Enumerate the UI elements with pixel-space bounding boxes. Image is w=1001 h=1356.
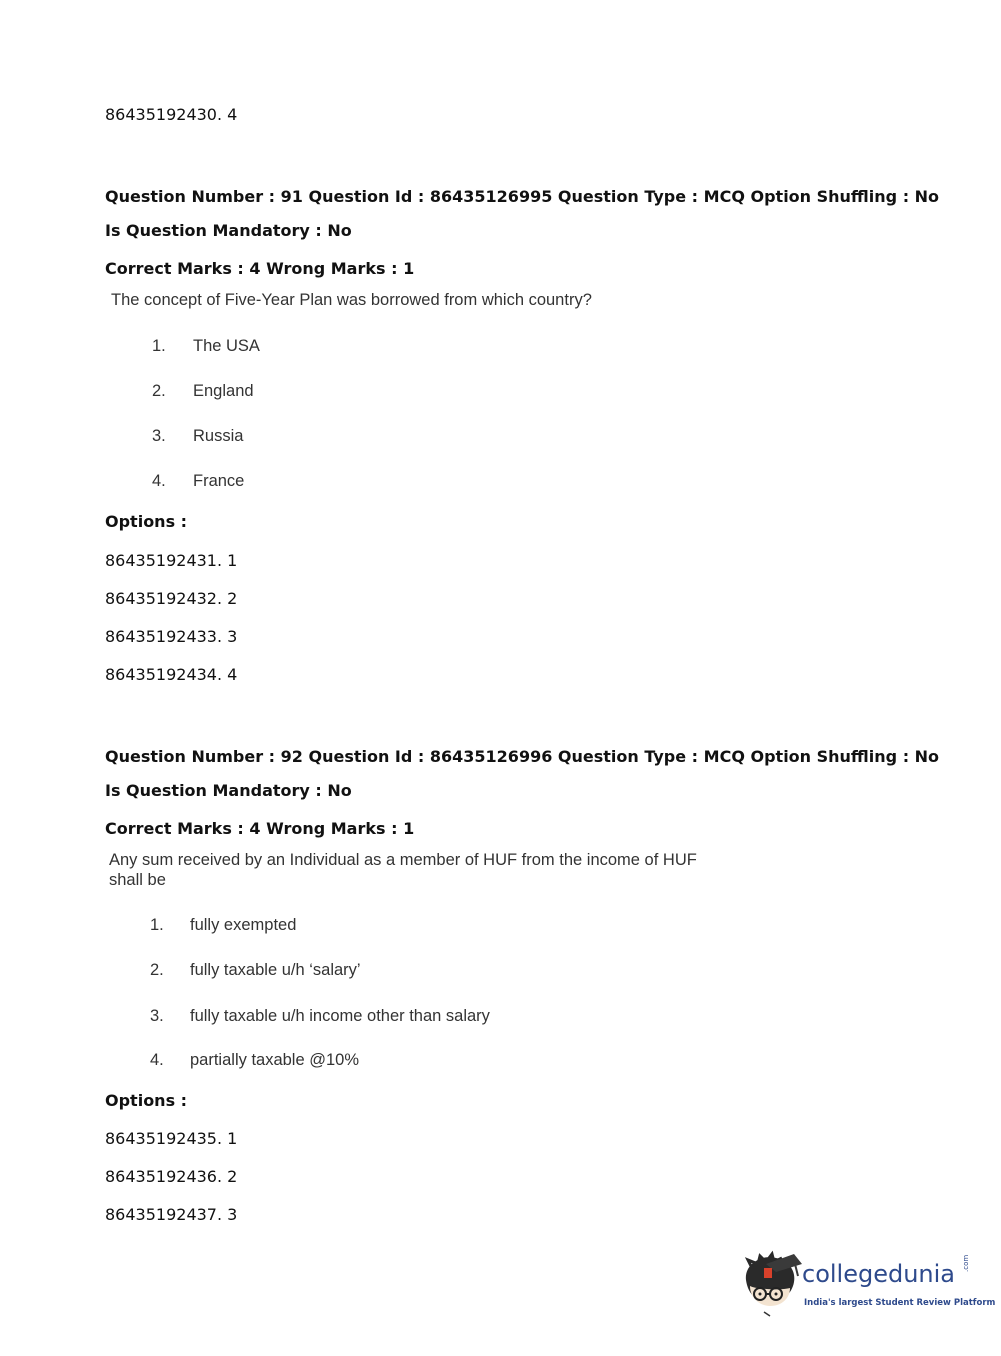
q91-choice-text: France [193,472,245,490]
q91-choice-text: England [193,382,254,400]
q91-choice-number: 2. [152,382,166,400]
mascot-icon [740,1250,802,1320]
q92-header: Question Number : 92 Question Id : 86435126996 Question Type : MCQ Option Shuffling : No [105,747,940,766]
previous-option-id: 86435192430. 4 [105,105,238,124]
logo-com: .com [962,1254,970,1272]
q92-choice-text: fully exempted [190,916,297,934]
q91-choice-number: 3. [152,427,166,445]
q92-marks: Correct Marks : 4 Wrong Marks : 1 [105,819,415,838]
q91-option-id: 86435192434. 4 [105,665,238,684]
q92-option-id: 86435192435. 1 [105,1129,238,1148]
q91-choice-text: Russia [193,427,244,445]
q92-option-id: 86435192437. 3 [105,1205,238,1224]
q91-choice-text: The USA [193,337,260,355]
q92-choice-number: 1. [150,916,164,934]
q92-question-text-line1: Any sum received by an Individual as a member of HUF from the income of HUF [109,851,697,869]
q92-mandatory: Is Question Mandatory : No [105,781,352,800]
q91-question-text: The concept of Five-Year Plan was borrowed from which country? [111,291,592,309]
q92-question-text-line2: shall be [109,871,166,889]
q91-header: Question Number : 91 Question Id : 86435126995 Question Type : MCQ Option Shuffling : No [105,187,940,206]
q91-mandatory: Is Question Mandatory : No [105,221,352,240]
q91-choice-number: 1. [152,337,166,355]
q92-choice-number: 4. [150,1051,164,1069]
logo-wordmark: collegedunia [802,1260,956,1288]
q92-choice-text: partially taxable @10% [190,1051,360,1069]
q91-option-id: 86435192432. 2 [105,589,238,608]
collegedunia-logo [740,1250,996,1320]
q92-option-id: 86435192436. 2 [105,1167,238,1186]
q91-option-id: 86435192431. 1 [105,551,238,570]
q92-choice-text: fully taxable u/h ‘salary’ [190,961,361,979]
q91-option-id: 86435192433. 3 [105,627,238,646]
q91-choice-number: 4. [152,472,166,490]
q92-choice-number: 3. [150,1007,164,1025]
q91-marks: Correct Marks : 4 Wrong Marks : 1 [105,259,415,278]
q92-choice-text: fully taxable u/h income other than salary [190,1007,490,1025]
q92-options-label: Options : [105,1091,188,1110]
q91-options-label: Options : [105,512,188,531]
q92-choice-number: 2. [150,961,164,979]
logo-tagline: India's largest Student Review Platform [804,1298,996,1308]
